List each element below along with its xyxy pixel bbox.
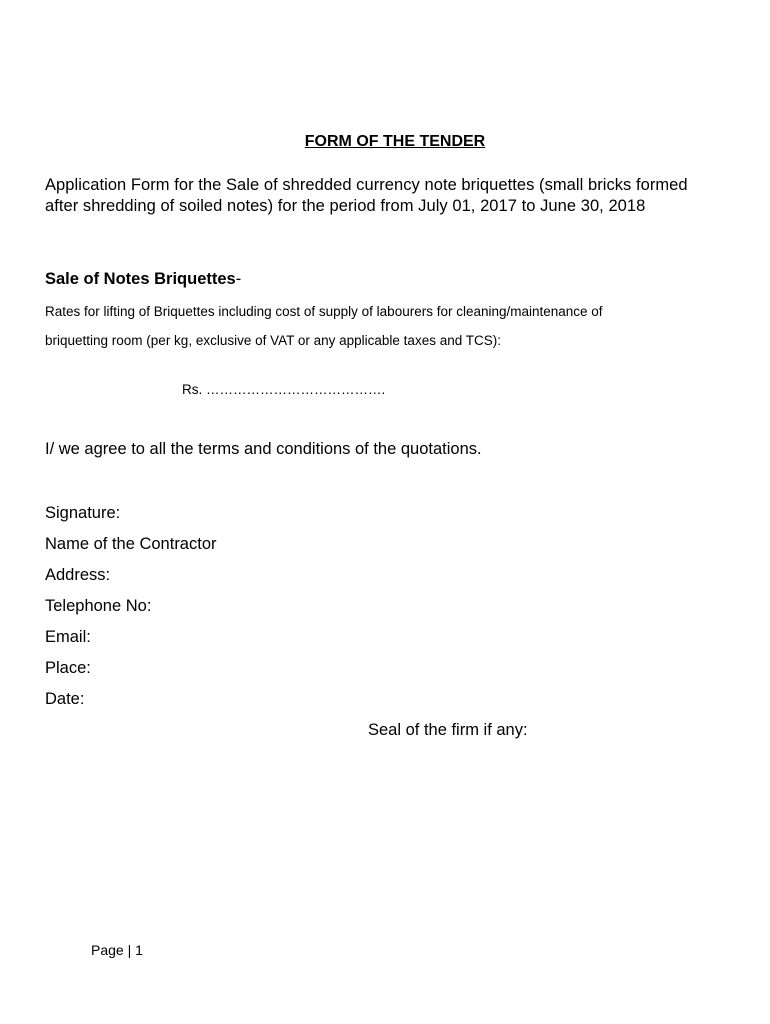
contractor-fields xyxy=(45,502,217,719)
document-title: FORM OF THE TENDER xyxy=(304,133,486,150)
contractor-name-label: Name of the Contractor xyxy=(45,535,217,553)
date-label: Date: xyxy=(45,690,85,708)
place-label: Place: xyxy=(45,659,91,677)
rates-line-2: briquetting room (per kg, exclusive of VAT or any applicable taxes and TCS): xyxy=(45,332,501,348)
telephone-label: Telephone No: xyxy=(45,597,152,615)
section-heading-text: Sale of Notes Briquettes xyxy=(45,270,236,288)
signature-label: Signature: xyxy=(45,504,121,522)
rates-paragraph xyxy=(45,298,725,355)
email-label: Email: xyxy=(45,628,91,646)
address-label: Address: xyxy=(45,566,111,584)
rs-amount-line: Rs. …………………………………. xyxy=(182,382,386,397)
section-heading xyxy=(45,270,241,289)
seal-label: Seal of the firm if any: xyxy=(368,721,528,739)
page-number: Page | 1 xyxy=(91,942,143,958)
agreement-statement: I/ we agree to all the terms and conditions of the quotations. xyxy=(45,440,482,458)
section-heading-suffix: - xyxy=(235,270,242,288)
intro-paragraph: Application Form for the Sale of shredded currency note briquettes (small bricks formed after shredding of soiled notes) for the period from July 01, 2017 to June 30, 2018 xyxy=(45,176,688,215)
rates-line-1: Rates for lifting of Briquettes including cost of supply of labourers for cleaning/maintenance of xyxy=(45,304,603,319)
